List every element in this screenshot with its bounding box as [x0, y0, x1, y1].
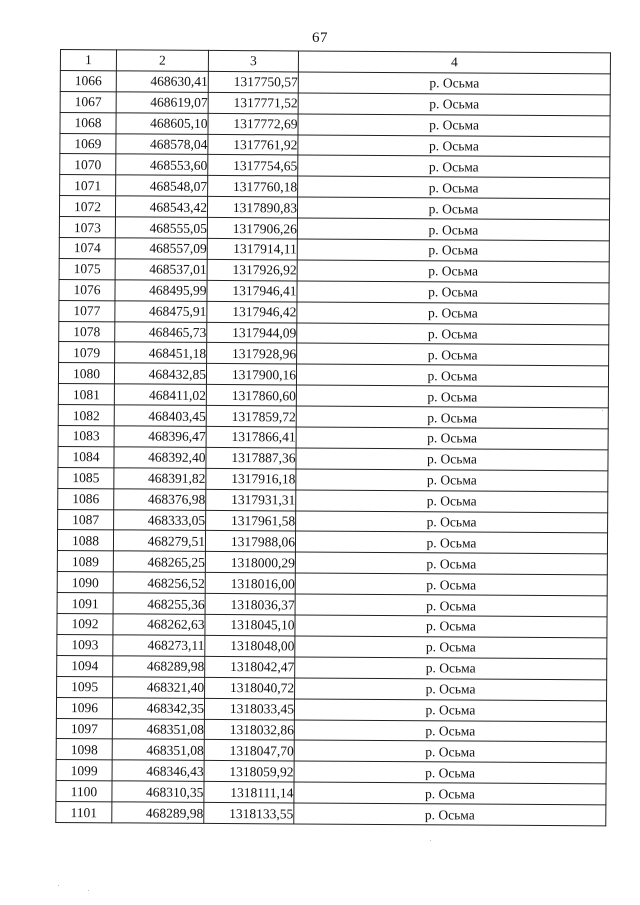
- x-coordinate-cell: 468465,73: [115, 321, 207, 342]
- description-cell: р. Осьма: [298, 72, 610, 95]
- point-number-cell: 1087: [58, 509, 114, 530]
- description-cell: р. Осьма: [297, 302, 609, 325]
- description-cell: р. Осьма: [294, 699, 606, 722]
- x-coordinate-cell: 468392,40: [114, 447, 206, 468]
- x-coordinate-cell: 468289,98: [113, 656, 205, 677]
- y-coordinate-cell: 1317887,36: [206, 447, 296, 468]
- point-number-cell: 1099: [56, 760, 112, 781]
- x-coordinate-cell: 468495,99: [115, 280, 207, 301]
- y-coordinate-cell: 1318059,92: [204, 761, 294, 782]
- x-coordinate-cell: 468333,05: [114, 509, 206, 530]
- y-coordinate-cell: 1317916,18: [206, 468, 296, 489]
- point-number-cell: 1084: [58, 446, 114, 467]
- description-cell: р. Осьма: [296, 511, 608, 534]
- point-number-cell: 1066: [60, 70, 116, 91]
- y-coordinate-cell: 1317890,83: [207, 197, 297, 218]
- point-number-cell: 1075: [59, 258, 115, 279]
- x-coordinate-cell: 468475,91: [115, 301, 207, 322]
- y-coordinate-cell: 1317931,31: [206, 489, 296, 510]
- y-coordinate-cell: 1317754,65: [208, 155, 298, 176]
- point-number-cell: 1094: [57, 655, 113, 676]
- x-coordinate-cell: 468265,25: [113, 551, 205, 572]
- x-coordinate-cell: 468310,35: [112, 781, 204, 802]
- point-number-cell: 1086: [58, 488, 114, 509]
- description-cell: р. Осьма: [296, 406, 608, 429]
- point-number-cell: 1089: [57, 551, 113, 572]
- y-coordinate-cell: 1318045,10: [205, 614, 295, 635]
- point-number-cell: 1073: [59, 217, 115, 238]
- y-coordinate-cell: 1317906,26: [207, 218, 297, 239]
- header-col-3: 3: [208, 50, 298, 71]
- description-cell: р. Осьма: [297, 260, 609, 283]
- y-coordinate-cell: 1318033,45: [204, 698, 294, 719]
- description-cell: р. Осьма: [294, 761, 606, 784]
- x-coordinate-cell: 468376,98: [114, 489, 206, 510]
- y-coordinate-cell: 1317944,09: [207, 322, 297, 343]
- point-number-cell: 1098: [56, 739, 112, 760]
- y-coordinate-cell: 1317772,69: [208, 113, 298, 134]
- x-coordinate-cell: 468342,35: [112, 697, 204, 718]
- x-coordinate-cell: 468553,60: [116, 154, 208, 175]
- x-coordinate-cell: 468605,10: [116, 113, 208, 134]
- x-coordinate-cell: 468548,07: [116, 175, 208, 196]
- description-cell: р. Осьма: [297, 197, 609, 220]
- point-number-cell: 1080: [58, 363, 114, 384]
- x-coordinate-cell: 468391,82: [114, 468, 206, 489]
- point-number-cell: 1078: [59, 321, 115, 342]
- point-number-cell: 1072: [59, 196, 115, 217]
- x-coordinate-cell: 468289,98: [112, 802, 204, 823]
- point-number-cell: 1091: [57, 593, 113, 614]
- point-number-cell: 1074: [59, 238, 115, 259]
- x-coordinate-cell: 468403,45: [114, 405, 206, 426]
- x-coordinate-cell: 468396,47: [114, 426, 206, 447]
- x-coordinate-cell: 468619,07: [116, 92, 208, 113]
- point-number-cell: 1077: [59, 300, 115, 321]
- description-cell: р. Осьма: [295, 636, 607, 659]
- y-coordinate-cell: 1317988,06: [205, 531, 295, 552]
- y-coordinate-cell: 1317946,42: [207, 301, 297, 322]
- point-number-cell: 1070: [60, 154, 116, 175]
- description-cell: р. Осьма: [296, 427, 608, 450]
- point-number-cell: 1083: [58, 426, 114, 447]
- point-number-cell: 1088: [57, 530, 113, 551]
- point-number-cell: 1076: [59, 279, 115, 300]
- scan-speck: [430, 840, 431, 841]
- x-coordinate-cell: 468346,43: [112, 760, 204, 781]
- description-cell: р. Осьма: [294, 740, 606, 763]
- x-coordinate-cell: 468555,05: [115, 217, 207, 238]
- y-coordinate-cell: 1317771,52: [208, 92, 298, 113]
- description-cell: р. Осьма: [296, 448, 608, 471]
- y-coordinate-cell: 1317914,11: [207, 238, 297, 259]
- header-col-1: 1: [60, 50, 116, 71]
- x-coordinate-cell: 468321,40: [113, 677, 205, 698]
- point-number-cell: 1092: [57, 614, 113, 635]
- point-number-cell: 1067: [60, 91, 116, 112]
- y-coordinate-cell: 1318111,14: [204, 782, 294, 803]
- y-coordinate-cell: 1317926,92: [207, 259, 297, 280]
- description-cell: р. Осьма: [295, 573, 607, 596]
- description-cell: р. Осьма: [297, 218, 609, 241]
- scan-speck: [88, 890, 89, 891]
- coordinates-table: [55, 49, 611, 826]
- x-coordinate-cell: 468630,41: [116, 71, 208, 92]
- description-cell: р. Осьма: [298, 114, 610, 137]
- x-coordinate-cell: 468351,08: [112, 739, 204, 760]
- point-number-cell: 1068: [60, 112, 116, 133]
- x-coordinate-cell: 468543,42: [115, 196, 207, 217]
- point-number-cell: 1093: [57, 634, 113, 655]
- y-coordinate-cell: 1318000,29: [205, 552, 295, 573]
- y-coordinate-cell: 1318032,86: [204, 719, 294, 740]
- description-cell: р. Осьма: [297, 281, 609, 304]
- point-number-cell: 1095: [57, 676, 113, 697]
- description-cell: р. Осьма: [296, 469, 608, 492]
- x-coordinate-cell: 468255,36: [113, 593, 205, 614]
- description-cell: р. Осьма: [295, 657, 607, 680]
- y-coordinate-cell: 1317761,92: [208, 134, 298, 155]
- x-coordinate-cell: 468279,51: [113, 530, 205, 551]
- header-col-2: 2: [116, 50, 208, 71]
- y-coordinate-cell: 1317900,16: [206, 364, 296, 385]
- page-number: 67: [312, 30, 328, 46]
- point-number-cell: 1085: [58, 467, 114, 488]
- description-cell: р. Осьма: [294, 719, 606, 742]
- x-coordinate-cell: 468557,09: [115, 238, 207, 259]
- x-coordinate-cell: 468578,04: [116, 133, 208, 154]
- description-cell: р. Осьма: [298, 155, 610, 178]
- x-coordinate-cell: 468351,08: [112, 718, 204, 739]
- y-coordinate-cell: 1317760,18: [208, 176, 298, 197]
- y-coordinate-cell: 1318036,37: [205, 594, 295, 615]
- description-cell: р. Осьма: [295, 594, 607, 617]
- x-coordinate-cell: 468537,01: [115, 259, 207, 280]
- point-number-cell: 1069: [60, 133, 116, 154]
- description-cell: р. Осьма: [297, 323, 609, 346]
- point-number-cell: 1081: [58, 384, 114, 405]
- y-coordinate-cell: 1317946,41: [207, 280, 297, 301]
- description-cell: р. Осьма: [295, 615, 607, 638]
- point-number-cell: 1096: [56, 697, 112, 718]
- y-coordinate-cell: 1318133,55: [204, 802, 294, 823]
- description-cell: р. Осьма: [294, 782, 606, 805]
- point-number-cell: 1079: [59, 342, 115, 363]
- y-coordinate-cell: 1317961,58: [206, 510, 296, 531]
- description-cell: р. Осьма: [298, 135, 610, 158]
- description-cell: р. Осьма: [296, 385, 608, 408]
- description-cell: р. Осьма: [296, 364, 608, 387]
- y-coordinate-cell: 1317866,41: [206, 426, 296, 447]
- y-coordinate-cell: 1318047,70: [204, 740, 294, 761]
- scan-speck: [58, 885, 59, 886]
- table-row: [56, 802, 606, 826]
- point-number-cell: 1100: [56, 781, 112, 802]
- point-number-cell: 1082: [58, 405, 114, 426]
- description-cell: р. Осьма: [297, 343, 609, 366]
- x-coordinate-cell: 468273,11: [113, 635, 205, 656]
- y-coordinate-cell: 1317859,72: [206, 406, 296, 427]
- description-cell: р. Осьма: [298, 93, 610, 116]
- description-cell: р. Осьма: [295, 678, 607, 701]
- description-cell: р. Осьма: [295, 552, 607, 575]
- y-coordinate-cell: 1317928,96: [207, 343, 297, 364]
- x-coordinate-cell: 468432,85: [114, 363, 206, 384]
- description-cell: р. Осьма: [296, 490, 608, 513]
- description-cell: р. Осьма: [297, 239, 609, 262]
- y-coordinate-cell: 1317750,57: [208, 71, 298, 92]
- y-coordinate-cell: 1317860,60: [206, 385, 296, 406]
- point-number-cell: 1101: [56, 802, 112, 823]
- y-coordinate-cell: 1318042,47: [205, 656, 295, 677]
- x-coordinate-cell: 468256,52: [113, 572, 205, 593]
- y-coordinate-cell: 1318040,72: [205, 677, 295, 698]
- point-number-cell: 1090: [57, 572, 113, 593]
- point-number-cell: 1097: [56, 718, 112, 739]
- y-coordinate-cell: 1318016,00: [205, 573, 295, 594]
- x-coordinate-cell: 468451,18: [115, 342, 207, 363]
- y-coordinate-cell: 1318048,00: [205, 635, 295, 656]
- scan-speck: [602, 410, 603, 411]
- point-number-cell: 1071: [60, 175, 116, 196]
- description-cell: р. Осьма: [295, 531, 607, 554]
- x-coordinate-cell: 468411,02: [114, 384, 206, 405]
- header-col-4: 4: [298, 51, 610, 74]
- description-cell: р. Осьма: [298, 176, 610, 199]
- x-coordinate-cell: 468262,63: [113, 614, 205, 635]
- table-body: [56, 70, 611, 825]
- description-cell: р. Осьма: [294, 803, 606, 826]
